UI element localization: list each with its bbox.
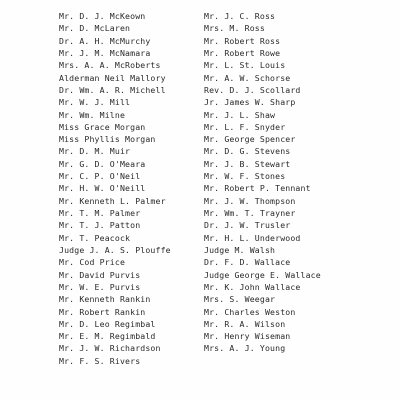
names-list-right bbox=[204, 10, 321, 355]
name-entry: Mr. E. M. Regimbald bbox=[59, 331, 156, 342]
name-entry: Mr. T. M. Palmer bbox=[59, 208, 141, 218]
name-entry: Mr. Henry Wiseman bbox=[204, 331, 291, 342]
name-entry: Alderman Neil Mallory bbox=[59, 72, 166, 83]
name-entry: Mr. Kenneth Rankin bbox=[59, 294, 151, 305]
name-entry: Mr. T. J. Patton bbox=[59, 220, 141, 231]
name-entry: Judge M. Walsh bbox=[204, 244, 276, 255]
name-entry: Mr. Kenneth L. Palmer bbox=[59, 195, 166, 206]
name-entry: Mr. L. St. Louis bbox=[204, 60, 286, 71]
name-entry: Mrs. M. Ross bbox=[204, 23, 265, 34]
name-entry: Mrs. A. A. McRoberts bbox=[59, 60, 161, 71]
name-entry: Mr. D. Leo Regimbal bbox=[59, 318, 156, 329]
name-entry: Mr. David Purvis bbox=[59, 269, 141, 280]
name-entry: Mr. L. F. Snyder bbox=[204, 121, 286, 132]
name-entry: Miss Phyllis Morgan bbox=[59, 134, 156, 145]
name-entry: Mr. Wm. T. Trayner bbox=[204, 208, 296, 218]
name-entry: Mr. H. L. Underwood bbox=[204, 232, 301, 243]
name-entry: Mr. W. F. Stones bbox=[204, 171, 286, 182]
name-entry: Rev. D. J. Scollard bbox=[204, 84, 301, 95]
name-entry: Jr. James W. Sharp bbox=[204, 97, 296, 108]
name-entry: Mr. D. G. Stevens bbox=[204, 146, 291, 157]
name-entry: Mr. George Spencer bbox=[204, 134, 296, 145]
name-entry: Mr. J. M. McNamara bbox=[59, 47, 151, 58]
name-entry: Mr. J. L. Shaw bbox=[204, 109, 276, 120]
name-entry: Miss Grace Morgan bbox=[59, 121, 146, 132]
name-entry: Mrs. S. Weegar bbox=[204, 294, 276, 305]
name-entry: Mr. J. B. Stewart bbox=[204, 158, 291, 169]
name-entry: Judge George E. Wallace bbox=[204, 269, 321, 280]
name-entry: Mr. G. D. O'Meara bbox=[59, 158, 146, 169]
name-entry: Mr. H. W. O'Neill bbox=[59, 183, 146, 194]
name-entry: Judge J. A. S. Plouffe bbox=[59, 244, 171, 255]
name-entry: Dr. F. D. Wallace bbox=[204, 257, 291, 268]
name-entry: Mr. W. J. Mill bbox=[59, 97, 131, 108]
name-entry: Mr. J. C. Ross bbox=[204, 11, 276, 21]
name-entry: Mr. D. McLaren bbox=[59, 23, 131, 34]
name-entry: Dr. A. H. McMurchy bbox=[59, 35, 151, 46]
name-entry: Dr. Wm. A. R. Michell bbox=[59, 84, 166, 95]
name-entry: Mr. F. S. Rivers bbox=[59, 355, 141, 366]
name-entry: Mr. K. John Wallace bbox=[204, 281, 301, 292]
name-entry: Mrs. A. J. Young bbox=[204, 343, 286, 354]
name-entry: Dr. J. W. Trusler bbox=[204, 220, 291, 231]
name-entry: Mr. C. P. O'Neil bbox=[59, 171, 141, 182]
name-entry: Mr. Robert P. Tennant bbox=[204, 183, 311, 194]
name-entry: Mr. W. E. Purvis bbox=[59, 281, 141, 292]
name-entry: Mr. D. J. McKeown bbox=[59, 11, 146, 21]
name-entry: Mr. Wm. Milne bbox=[59, 109, 126, 120]
name-entry: Mr. R. A. Wilson bbox=[204, 318, 286, 329]
name-entry: Mr. Cod Price bbox=[59, 257, 126, 268]
name-entry: Mr. T. Peacock bbox=[59, 232, 131, 243]
name-entry: Mr. Charles Weston bbox=[204, 306, 296, 317]
name-entry: Mr. A. W. Schorse bbox=[204, 72, 291, 83]
name-entry: Mr. J. W. Thompson bbox=[204, 195, 296, 206]
name-entry: Mr. Robert Rowe bbox=[204, 47, 281, 58]
name-entry: Mr. D. M. Muir bbox=[59, 146, 131, 157]
name-entry: Mr. Robert Ross bbox=[204, 35, 281, 46]
name-entry: Mr. Robert Rankin bbox=[59, 306, 146, 317]
name-entry: Mr. J. W. Richardson bbox=[59, 343, 161, 354]
names-list-left bbox=[59, 10, 171, 367]
